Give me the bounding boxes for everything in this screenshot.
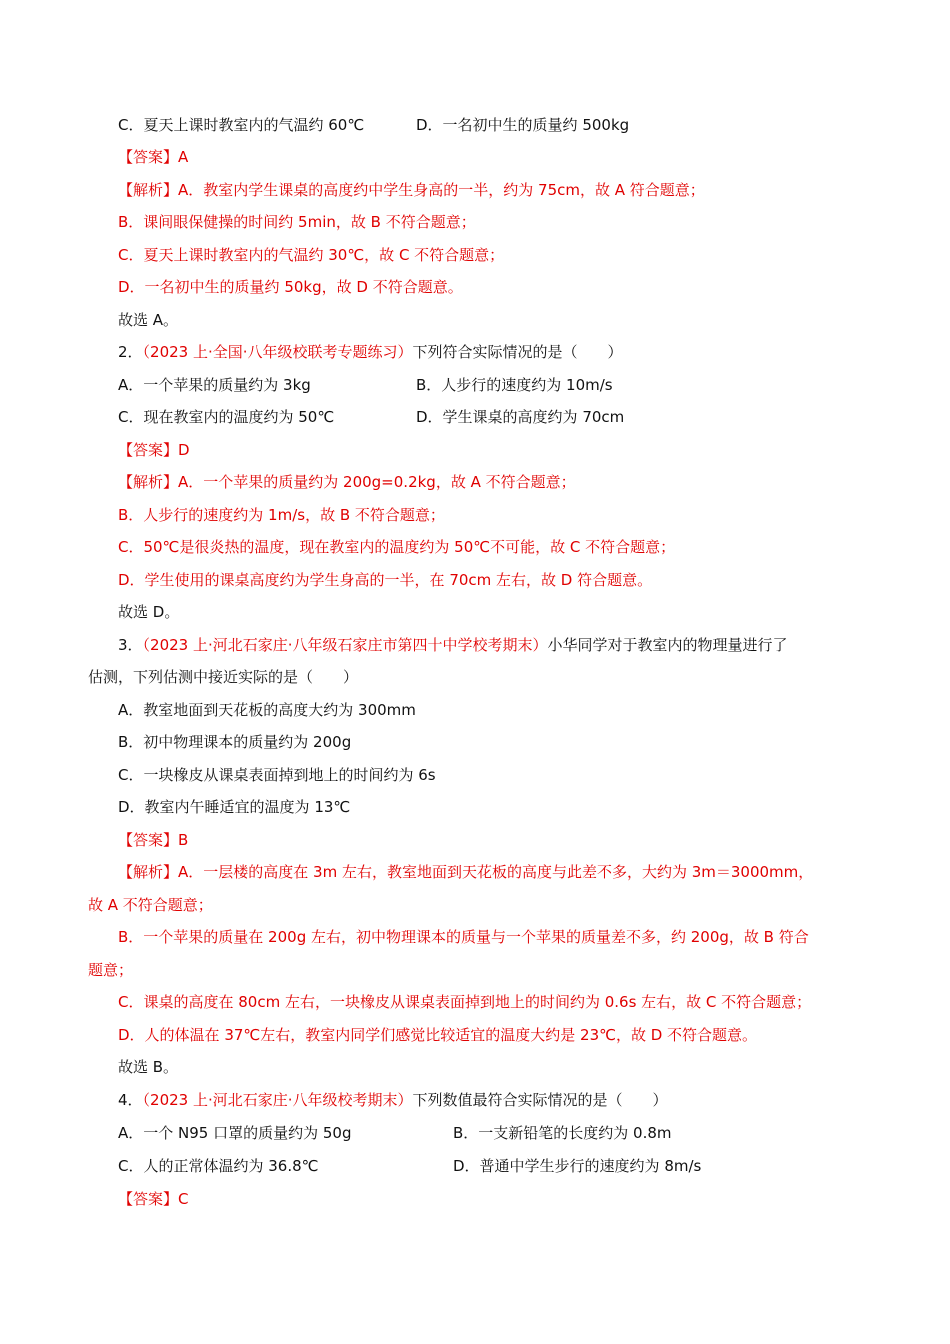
analysis-line — [0, 243, 950, 267]
question-source: （2023 上·河北石家庄·八年级校考期末） — [142, 1091, 413, 1109]
analysis-line — [0, 210, 950, 234]
conclusion-text: 故选 D。 — [118, 603, 180, 621]
analysis-text: 【解析】A．教室内学生课桌的高度约中学生身高的一半，约为 75cm，故 A 符合题意； — [118, 181, 705, 199]
question-source: （2023 上·河北石家庄·八年级石家庄市第四十中学校考期末） — [142, 636, 548, 654]
answer-line — [0, 828, 950, 852]
option-row — [0, 1121, 950, 1145]
question-text: 下列符合实际情况的是（ ） — [412, 343, 623, 361]
answer-line — [0, 1187, 950, 1211]
question-3-stem-cont — [0, 665, 950, 689]
option-a: A．一个 N95 口罩的质量约为 50g — [118, 1124, 352, 1142]
analysis-text: C．夏天上课时教室内的气温约 30℃，故 C 不符合题意； — [118, 246, 505, 264]
question-text: 估测，下列估测中接近实际的是（ ） — [88, 668, 359, 686]
option-row — [0, 763, 950, 787]
option-row — [0, 698, 950, 722]
analysis-line — [0, 275, 950, 299]
analysis-line — [0, 860, 950, 884]
option-row — [0, 373, 950, 397]
analysis-line — [0, 178, 950, 202]
conclusion-text: 故选 B。 — [118, 1058, 179, 1076]
answer-text: 【答案】D — [118, 441, 190, 459]
analysis-text: 题意； — [88, 961, 134, 979]
question-text: 下列数值最符合实际情况的是（ ） — [412, 1091, 668, 1109]
analysis-text: B．人步行的速度约为 1m/s，故 B 不符合题意； — [118, 506, 445, 524]
option-d: D．学生课桌的高度约为 70cm — [416, 408, 625, 426]
option-c: C．一块橡皮从课桌表面掉到地上的时间约为 6s — [118, 766, 436, 784]
analysis-line — [0, 925, 950, 949]
analysis-line — [0, 1023, 950, 1047]
option-d: D．普通中学生步行的速度约为 8m/s — [453, 1157, 702, 1175]
analysis-text: B．课间眼保健操的时间约 5min，故 B 不符合题意； — [118, 213, 476, 231]
analysis-line — [0, 990, 950, 1014]
question-number-text: 2． — [118, 343, 143, 361]
option-d: D．一名初中生的质量约 500kg — [416, 116, 630, 134]
conclusion-line — [0, 308, 950, 332]
analysis-text: 故 A 不符合题意； — [88, 896, 213, 914]
option-row — [0, 795, 950, 819]
answer-text: 【答案】C — [118, 1190, 189, 1208]
option-b: B．一支新铅笔的长度约为 0.8m — [453, 1124, 672, 1142]
question-number-text: 4． — [118, 1091, 143, 1109]
question-text: 小华同学对于教室内的物理量进行了 — [547, 636, 788, 654]
option-row — [0, 1154, 950, 1178]
option-row — [0, 730, 950, 754]
conclusion-text: 故选 A。 — [118, 311, 179, 329]
answer-text: 【答案】A — [118, 148, 189, 166]
answer-text: 【答案】B — [118, 831, 189, 849]
option-a: A．教室地面到天花板的高度大约为 300mm — [118, 701, 416, 719]
option-row — [0, 405, 950, 429]
option-d: D．教室内午睡适宜的温度为 13℃ — [118, 798, 351, 816]
option-c: C．夏天上课时教室内的气温约 60℃ — [118, 116, 365, 134]
question-number — [118, 633, 788, 657]
option-c: C．人的正常体温约为 36.8℃ — [118, 1157, 319, 1175]
analysis-line — [0, 568, 950, 592]
question-number — [118, 1088, 668, 1112]
question-number-text: 3． — [118, 636, 143, 654]
option-b: B．初中物理课本的质量约为 200g — [118, 733, 352, 751]
question-source: （2023 上·全国·八年级校联考专题练习） — [142, 343, 413, 361]
analysis-line — [0, 470, 950, 494]
option-row — [0, 113, 950, 137]
question-3-stem — [0, 633, 950, 657]
conclusion-line — [0, 600, 950, 624]
analysis-text: C．50℃是很炎热的温度，现在教室内的温度约为 50℃不可能，故 C 不符合题意； — [118, 538, 676, 556]
conclusion-line — [0, 1055, 950, 1079]
analysis-text: 【解析】A．一层楼的高度在 3m 左右，教室地面到天花板的高度与此差不多，大约为 3m＝3000mm， — [118, 863, 814, 881]
analysis-text: D．人的体温在 37℃左右，教室内同学们感觉比较适宜的温度大约是 23℃，故 D 不符合题意。 — [118, 1026, 758, 1044]
option-b: B．人步行的速度约为 10m/s — [416, 376, 613, 394]
analysis-text: D．一名初中生的质量约 50kg，故 D 不符合题意。 — [118, 278, 463, 296]
question-4-stem — [0, 1088, 950, 1112]
option-a: A．一个苹果的质量约为 3kg — [118, 376, 311, 394]
analysis-text: C．课桌的高度在 80cm 左右，一块橡皮从课桌表面掉到地上的时间约为 0.6s 左右，故 C 不符合题意； — [118, 993, 812, 1011]
analysis-text: 【解析】A．一个苹果的质量约为 200g=0.2kg，故 A 不符合题意； — [118, 473, 576, 491]
analysis-line — [0, 958, 950, 982]
question-number — [118, 340, 623, 364]
question-2-stem — [0, 340, 950, 364]
answer-line — [0, 145, 950, 169]
analysis-line — [0, 535, 950, 559]
option-c: C．现在教室内的温度约为 50℃ — [118, 408, 335, 426]
analysis-text: D．学生使用的课桌高度约为学生身高的一半，在 70cm 左右，故 D 符合题意。 — [118, 571, 653, 589]
analysis-line — [0, 503, 950, 527]
answer-line — [0, 438, 950, 462]
analysis-line — [0, 893, 950, 917]
analysis-text: B．一个苹果的质量在 200g 左右，初中物理课本的质量与一个苹果的质量差不多，约 200g，故 B 符合 — [118, 928, 809, 946]
